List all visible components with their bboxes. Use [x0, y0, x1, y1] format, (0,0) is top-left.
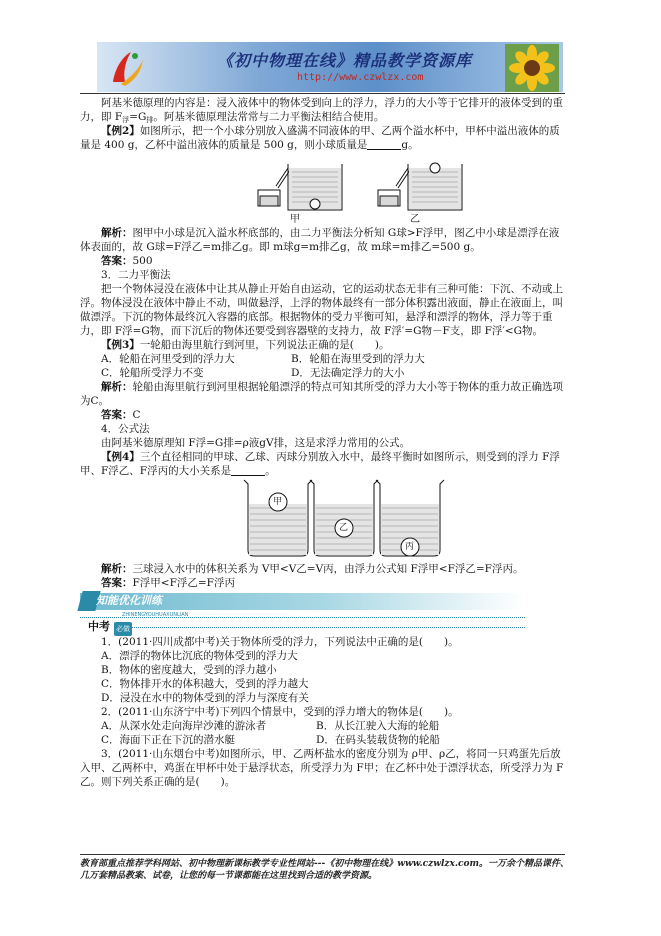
- banner-title: 《初中物理在线》精品教学资源库: [217, 51, 473, 70]
- fig-label-jia: 甲: [290, 214, 300, 225]
- example-3-options-ab: A．轮船在河里受到的浮力大 B．轮船在海里受到的浮力大: [101, 353, 425, 365]
- section-3-title: 3．二力平衡法: [101, 269, 171, 281]
- question-1: 1．(2011·四川成都中考)关于物体所受的浮力，下列说法中正确的是( )。: [101, 636, 459, 648]
- section-4-title: 4．公式法: [101, 423, 150, 435]
- overflow-cups-figure: [80, 152, 566, 226]
- example-2-answer: 答案：500: [101, 255, 153, 267]
- question-2-options-ab: A．从深水处走向海岸沙滩的游泳者 B．从长江驶入大海的轮船: [101, 720, 440, 732]
- question-1-option-a: A．漂浮的物体比沉底的物体受到的浮力大: [101, 650, 298, 662]
- header-banner: [97, 42, 563, 92]
- page-footer: 教育部重点推荐学科网站、初中物理新课标教学专业性网站---《初中物理在线》www.czwlzx.com。一万余个精品课件、几万套精品教案、试卷，让您的每一节课都能在这里找到合适的教学资源。: [80, 859, 570, 881]
- main-content: [80, 96, 566, 789]
- example-4-answer: 答案：F浮甲<F浮乙=F浮丙: [101, 577, 235, 589]
- example-3-answer: 答案：C: [101, 409, 141, 421]
- example-3-options-cd: C．轮船所受浮力不变 D．无法确定浮力的大小: [101, 367, 405, 379]
- footer-divider: [80, 854, 565, 855]
- site-logo-icon: [107, 48, 147, 88]
- para-archimedes: 阿基米德原理的内容是：浸入液体中的物体受到向上的浮力，浮力的大小等于它排开的液体受到的重力，即 $F_浮=G_排$。阿基米德原理法常常与二力平衡法相结合使用。: [80, 97, 563, 124]
- header-divider: [80, 93, 565, 94]
- example-3-analysis: 解析：轮船由海里航行到河里根据轮船漂浮的特点可知其所受的浮力大小等于物体的重力故正确选项为C。: [80, 381, 563, 407]
- example-4: 【例4】三个直径相同的甲球、乙球、丙球分别放入水中，最终平衡时如图所示，则受到的浮力 F浮甲、F浮乙、F浮丙的大小关系是 。: [80, 451, 560, 477]
- question-3: 3．(2011·山东烟台中考)如图所示，甲、乙两杯盐水的密度分别为 ρ甲、ρ乙，将同一只鸡蛋先后放入甲、乙两杯中，鸡蛋在甲杯中处于悬浮状态，所受浮力为 F甲；在乙杯中处于漂浮状态，所受浮力为 F乙。则下列关系正确的是( )。: [80, 748, 564, 788]
- question-1-option-b: B．物体的密度越大，受到的浮力越小: [101, 664, 277, 676]
- section-4-body: 由阿基米德原理知 F浮=G排=ρ液gV排，这是求浮力常用的公式。: [101, 437, 411, 449]
- training-title: 知能优化训练: [96, 594, 162, 607]
- sunflower-icon: [505, 44, 559, 92]
- zhongkao-header: 中考 必做: [80, 619, 566, 635]
- question-1-option-d: D．浸没在水中的物体受到的浮力与深度有关: [101, 692, 309, 704]
- ball-label-yi: 乙: [339, 523, 349, 533]
- answer-blank: [231, 466, 265, 476]
- question-1-option-c: C．物体排开水的体积越大，受到的浮力越大: [101, 678, 309, 690]
- fig-label-yi: 乙: [410, 214, 420, 225]
- banner-url[interactable]: http://www.czwlzx.com: [297, 72, 424, 83]
- ball-label-jia: 甲: [273, 497, 283, 507]
- question-2-options-cd: C．海面下正在下沉的潜水艇 D．在码头装载货物的轮船: [101, 734, 440, 746]
- answer-blank: [367, 140, 401, 150]
- section-3-body: 把一个物体浸没在液体中让其从静止开始自由运动，它的运动状态无非有三种可能：下沉、不动或上浮。物体浸没在液体中静止不动，叫做悬浮，上浮的物体最终有一部分体积露出液面，静止在液面上，叫做漂浮。下沉的物体最终沉入容器的底部。根据物体的受力平衡可知，悬浮和漂浮的物体，浮力等于重力，即 F浮=G物，而下沉后的物体还要受到容器壁的支持力，故 F浮′=G物－F支，即 F浮′<G物。: [80, 283, 563, 337]
- training-pinyin: ZHINENGYOUHUAXUNLIAN: [122, 612, 189, 618]
- example-3: 【例3】一轮船由海里航行到河里，下列说法正确的是( )。: [101, 339, 390, 351]
- question-2: 2．(2011·山东济宁中考)下列四个情景中，受到的浮力增大的物体是( )。: [101, 706, 459, 718]
- example-2-analysis: 解析：图甲中小球是沉入溢水杯底部的，由二力平衡法分析知 G球>F浮甲，图乙中小球是漂浮在液体表面的，故 G球=F浮乙=m排乙g。即 m球g=m排乙g，故 m球=m排乙=500 g。: [80, 227, 560, 253]
- three-balls-figure: [80, 478, 566, 562]
- ball-label-bing: 丙: [405, 542, 415, 552]
- example-2: 【例2】如图所示，把一个小球分别放入盛满不同液体的甲、乙两个溢水杯中，甲杯中溢出液体的质量是 400 g，乙杯中溢出液体的质量是 500 g，则小球质量是 g。: [80, 125, 560, 151]
- training-banner: [80, 591, 566, 619]
- example-4-analysis: 解析：三球浸入水中的体积关系为 V甲<V乙=V丙，由浮力公式知 F浮甲<F浮乙=F浮丙。: [101, 563, 524, 575]
